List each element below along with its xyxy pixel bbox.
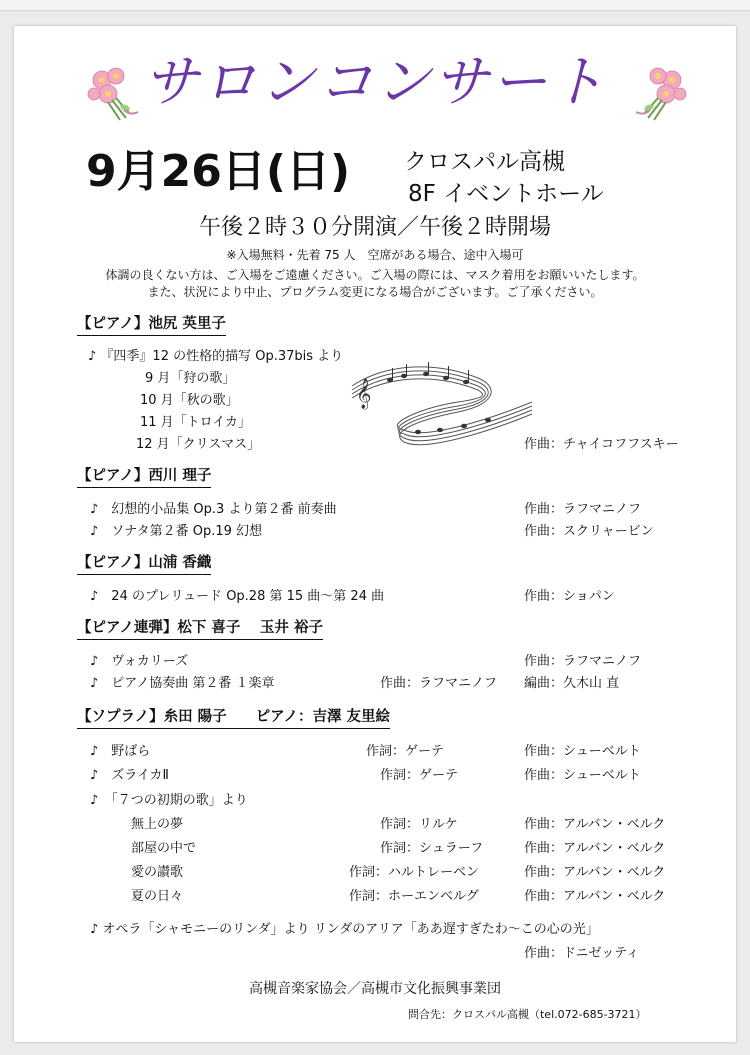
composer-credit: 作曲：シューベルト: [524, 768, 641, 783]
lyricist-credit: 作詞：ハルトレーベン: [349, 865, 480, 880]
composer-credit: 作曲：アルバン・ベルク: [524, 841, 666, 856]
section-header-yamaura: 【ピアノ】山浦 香織: [77, 551, 211, 575]
composer-credit: 作曲：アルバン・ベルク: [524, 865, 666, 880]
program-item: ♪ ズライカⅡ: [90, 768, 169, 783]
section-header-duet: 【ピアノ連弾】松下 喜子 玉井 裕子: [77, 616, 323, 640]
composer-credit: 作曲：シューベルト: [524, 744, 641, 759]
flyer-title: サロンコンサート: [143, 50, 607, 115]
program-subitem: 9 月「狩の歌」: [145, 371, 236, 386]
composer-credit: 作曲：ドニゼッティ: [524, 946, 640, 961]
composer-credit: 作曲：アルバン・ベルク: [524, 817, 666, 832]
program-subitem: 12 月「クリスマス」: [136, 437, 261, 452]
program-subitem: 無上の夢: [131, 817, 184, 832]
program-subitem: 10 月「秋の歌」: [140, 393, 239, 408]
composer-credit: 作曲：チャイコフフスキー: [524, 437, 679, 452]
section-header-ikejiri: 【ピアノ】池尻 英里子: [77, 312, 226, 336]
section-header-nishikawa: 【ピアノ】西川 理子: [77, 464, 211, 488]
program-item: ♪ 野ばら: [90, 744, 151, 759]
program-item: ♪ 24 のプレリュード Op.28 第 15 曲〜第 24 曲: [90, 589, 385, 604]
lyricist-credit: 作詞：ホーエンベルグ: [349, 889, 479, 904]
program-item: ♪ ピアノ協奏曲 第２番 １楽章: [90, 676, 275, 691]
music-staff-illustration: [348, 352, 538, 452]
program-item: ♪ 『四季』12 の性格的描写 Op.37bis より: [88, 349, 344, 364]
program-item: ♪ ヴォカリーズ: [90, 654, 189, 669]
composer-credit: 作曲：アルバン・ベルク: [524, 889, 666, 904]
composer-credit: 作曲：ショパン: [524, 589, 615, 604]
viewer-top-bar: [0, 0, 750, 11]
composer-credit: 作曲：ラフマニノフ: [524, 654, 642, 669]
program-subitem: 部屋の中で: [131, 841, 197, 856]
concert-date: 9月26日(日): [86, 146, 351, 197]
program-item: ♪ ソナタ第２番 Op.19 幻想: [90, 524, 263, 539]
section-header-soprano: 【ソプラノ】糸田 陽子 ピアノ：吉澤 友里絵: [77, 705, 390, 729]
admission-note: ※入場無料・先着 75 人 空席がある場合、途中入場可: [226, 248, 524, 262]
program-item: ♪ 「７つの初期の歌」より: [90, 793, 248, 808]
program-subitem: 愛の讃歌: [131, 865, 184, 880]
concert-time: 午後２時３０分開演／午後２時開場: [198, 215, 551, 240]
lyricist-credit: 作詞：リルケ: [380, 817, 458, 832]
lyricist-credit: 作詞：シュラーフ: [380, 841, 484, 856]
venue-name: クロスパル高槻: [404, 149, 565, 175]
composer-credit: 作曲：スクリャービン: [524, 524, 654, 539]
lyricist-credit: 作詞：ゲーテ: [366, 744, 445, 759]
contact-info: 問合先：クロスパル高槻（tel.072-685-3721）: [408, 1008, 647, 1021]
change-note: また、状況により中止、プログラム変更になる場合がございます。ご了承ください。: [147, 285, 603, 299]
composer-credit: 作曲：ラフマニノフ: [380, 676, 498, 691]
arranger-credit: 編曲：久木山 直: [524, 676, 620, 691]
program-item: ♪ オペラ「シャモニーのリンダ」より リンダのアリア「ああ遅すぎたわ〜この心の光」: [90, 922, 599, 937]
lyricist-credit: 作詞：ゲーテ: [380, 768, 459, 783]
svg-text:𝄞: 𝄞: [356, 379, 372, 409]
program-subitem: 11 月「トロイカ」: [140, 415, 251, 430]
venue-hall: 8F イベントホール: [408, 181, 604, 207]
composer-credit: 作曲：ラフマニノフ: [524, 502, 642, 517]
program-subitem: 夏の日々: [131, 889, 184, 904]
organizer-footer: 高槻音楽家協会／高槻市文化振興事業団: [249, 981, 501, 997]
health-note: 体調の良くない方は、ご入場をご遠慮ください。ご入場の際には、マスク着用をお願いいたします。: [105, 268, 645, 282]
program-item: ♪ 幻想的小品集 Op.3 より第２番 前奏曲: [90, 502, 337, 517]
